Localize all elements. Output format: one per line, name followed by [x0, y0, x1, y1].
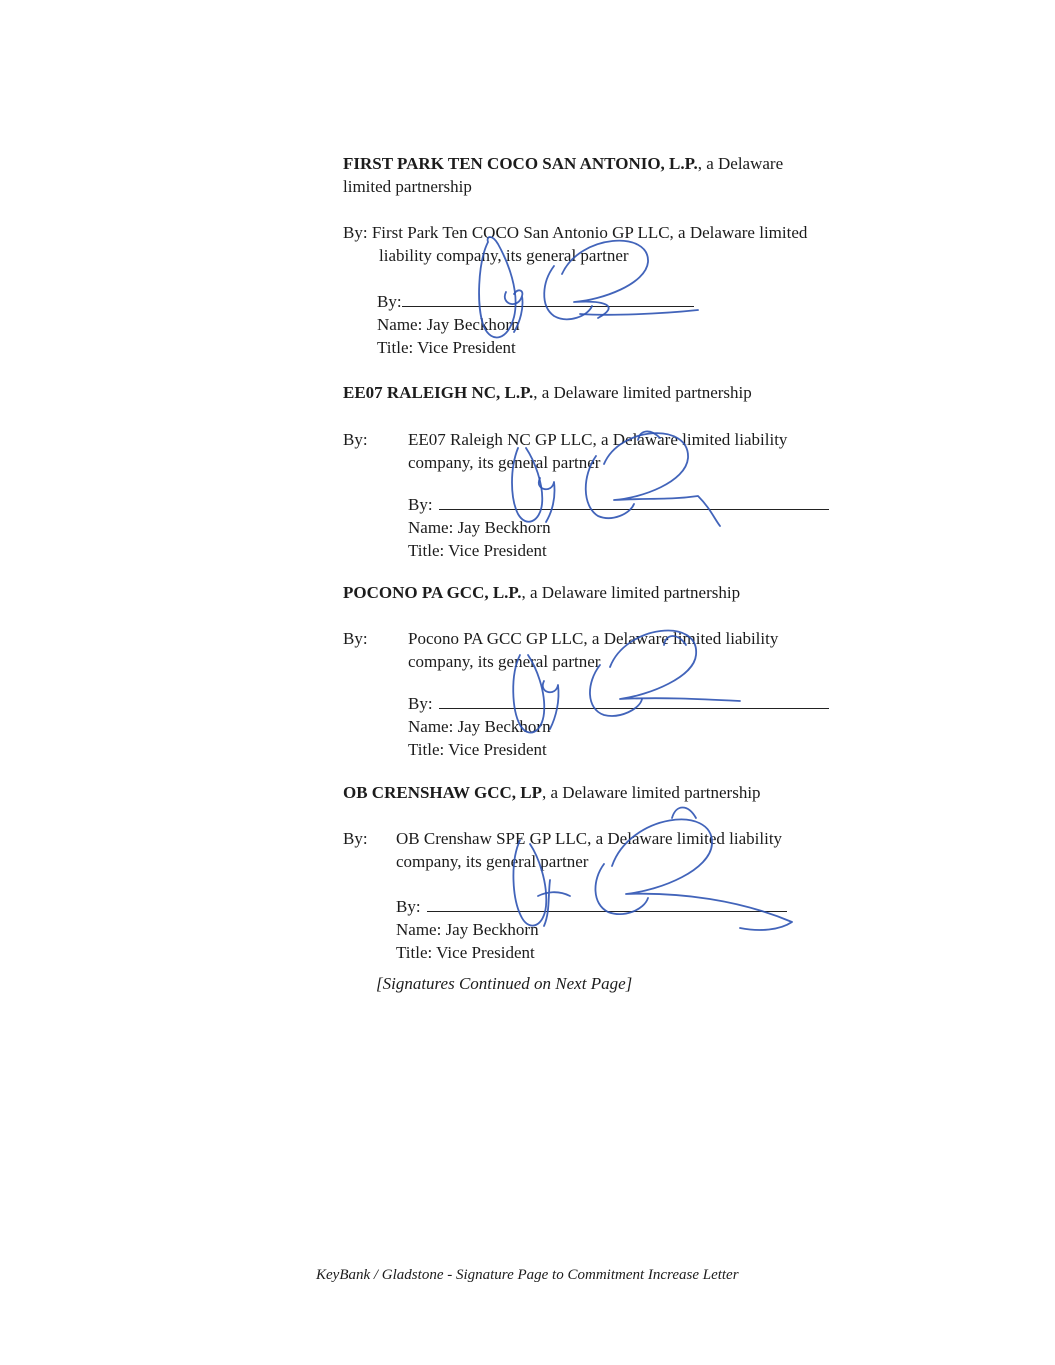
signature-stroke	[512, 448, 542, 522]
gp-text-cont: company, its general partner	[408, 652, 601, 671]
signature-stroke	[612, 819, 792, 930]
signatory-name: Name: Jay Beckhorn	[396, 920, 539, 939]
entity-description: , a Delaware limited partnership	[533, 383, 752, 402]
signature-4	[500, 800, 800, 960]
entity-heading	[343, 581, 740, 604]
sig-by-label: By:	[377, 292, 402, 311]
signatory-name: Name: Jay Beckhorn	[408, 717, 551, 736]
gp-text: Pocono PA GCC GP LLC, a Delaware limited liability	[408, 629, 779, 648]
signature-stroke	[513, 840, 546, 926]
signature-stroke	[544, 266, 592, 319]
by-label: By:	[343, 629, 368, 648]
entity-heading	[343, 381, 752, 404]
signature-stroke	[672, 808, 696, 819]
signature-stroke	[590, 665, 642, 716]
entity-description: , a Delaware limited partnership	[521, 583, 741, 602]
signatory-name: Name: Jay Beckhorn	[377, 315, 520, 334]
signature-stroke	[543, 681, 559, 729]
by-label: By:	[343, 223, 368, 242]
continued-note: [Signatures Continued on Next Page]	[376, 974, 633, 993]
signature-3	[500, 615, 760, 755]
entity-name: FIRST PARK TEN COCO SAN ANTONIO, L.P.	[343, 154, 698, 173]
entity-name: OB CRENSHAW GCC, LP	[343, 783, 542, 802]
by-label: By:	[343, 829, 368, 848]
sig-by-label: By:	[408, 495, 433, 514]
gp-text-cont: company, its general partner	[408, 453, 601, 472]
gp-text: First Park Ten COCO San Antonio GP LLC, a Delaware limited	[371, 223, 808, 242]
signature-1	[470, 222, 710, 362]
signature-stroke	[664, 636, 686, 645]
signature-stroke	[513, 655, 544, 733]
signature-stroke	[562, 241, 648, 318]
signature-stroke	[479, 237, 516, 337]
gp-text-cont: company, its general partner	[396, 852, 589, 871]
entity-name: EE07 RALEIGH NC, L.P.	[343, 383, 534, 402]
signatory-title: Title: Vice President	[396, 943, 535, 962]
gp-text: OB Crenshaw SPE GP LLC, a Delaware limited liability	[396, 829, 783, 848]
page-footer: KeyBank / Gladstone - Signature Page to Commitment Increase Letter	[316, 1267, 739, 1283]
signatory-title: Title: Vice President	[408, 740, 547, 759]
signatory-title: Title: Vice President	[377, 338, 516, 357]
entity-description: , a Delaware limited partnership	[542, 783, 761, 802]
sig-by-label: By:	[408, 694, 433, 713]
signatory-title: Title: Vice President	[408, 541, 547, 560]
signature-stroke	[586, 456, 634, 518]
gp-line-cont: liability company, its general partner	[379, 246, 629, 265]
entity-name: POCONO PA GCC, L.P.	[343, 583, 522, 602]
by-label: By:	[343, 430, 368, 449]
gp-text: EE07 Raleigh NC GP LLC, a Delaware limited liability	[408, 430, 788, 449]
entity-description-cont: limited partnership	[343, 177, 472, 196]
sig-by-label: By:	[396, 897, 421, 916]
signature-stroke	[610, 631, 740, 701]
entity-heading	[343, 152, 783, 175]
signature-stroke	[604, 433, 720, 526]
signature-stroke	[595, 864, 648, 914]
entity-description: , a Delaware	[697, 154, 784, 173]
signature-stroke	[580, 310, 698, 315]
signature-2	[500, 418, 750, 548]
signatory-name: Name: Jay Beckhorn	[408, 518, 551, 537]
signature-stroke	[505, 290, 523, 332]
